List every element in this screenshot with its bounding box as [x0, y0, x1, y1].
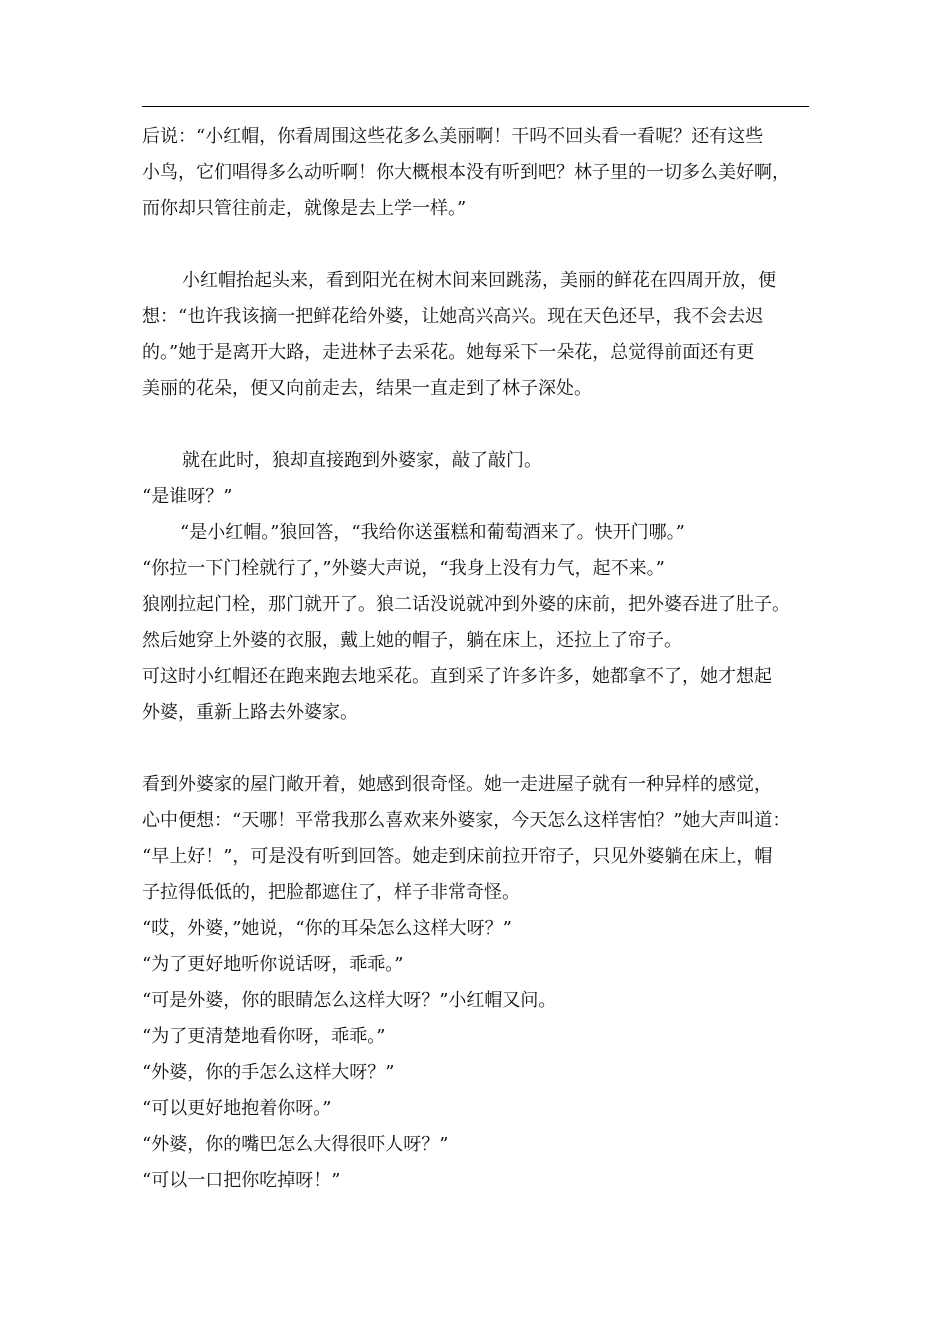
text-line: “是谁呀？” — [142, 486, 233, 507]
text-line: “外婆，你的嘴巴怎么大得很吓人呀？” — [142, 1134, 449, 1155]
text-line: 后说：“小红帽，你看周围这些花多么美丽啊！干吗不回头看一看呢？还有这些 — [142, 126, 764, 147]
text-line: 然后她穿上外婆的衣服，戴上她的帽子，躺在床上，还拉上了帘子。 — [142, 630, 682, 651]
text-line: “是小红帽。”狼回答，“我给你送蛋糕和葡萄酒来了。快开门哪。” — [180, 522, 685, 543]
text-line: 心中便想：“天哪！平常我那么喜欢来外婆家，今天怎么这样害怕？”她大声叫道： — [142, 810, 791, 831]
text-line: 美丽的花朵，便又向前走去，结果一直走到了林子深处。 — [142, 378, 592, 399]
text-line: “为了更好地听你说话呀，乖乖。” — [142, 954, 404, 975]
text-line: 看到外婆家的屋门敞开着，她感到很奇怪。她一走进屋子就有一种异样的感觉， — [142, 774, 772, 795]
text-line: 外婆，重新上路去外婆家。 — [142, 702, 358, 723]
text-line: 就在此时，狼却直接跑到外婆家，敲了敲门。 — [182, 450, 542, 471]
text-line: 狼刚拉起门栓，那门就开了。狼二话没说就冲到外婆的床前，把外婆吞进了肚子。 — [142, 594, 790, 615]
text-line: 小红帽抬起头来，看到阳光在树木间来回跳荡，美丽的鲜花在四周开放，便 — [182, 270, 776, 291]
text-line: “哎，外婆，”她说，“你的耳朵怎么这样大呀？” — [142, 918, 512, 939]
header-rule — [142, 106, 809, 107]
text-line: 想：“也许我该摘一把鲜花给外婆，让她高兴高兴。现在天色还早，我不会去迟 — [142, 306, 764, 327]
text-line: 而你却只管往前走，就像是去上学一样。” — [142, 198, 467, 219]
text-line: “可以一口把你吃掉呀！” — [142, 1170, 341, 1191]
text-line: “可是外婆，你的眼睛怎么这样大呀？”小红帽又问。 — [142, 990, 557, 1011]
text-line: 可这时小红帽还在跑来跑去地采花。直到采了许多许多，她都拿不了，她才想起 — [142, 666, 772, 687]
text-line: “外婆，你的手怎么这样大呀？” — [142, 1062, 395, 1083]
text-line: “可以更好地抱着你呀。” — [142, 1098, 332, 1119]
text-line: “早上好！”，可是没有听到回答。她走到床前拉开帘子，只见外婆躺在床上，帽 — [142, 846, 773, 867]
text-line: 的。”她于是离开大路，走进林子去采花。她每采下一朵花，总觉得前面还有更 — [142, 342, 755, 363]
text-line: “你拉一下门栓就行了，”外婆大声说，“我身上没有力气，起不来。” — [142, 558, 665, 579]
text-line: “为了更清楚地看你呀，乖乖。” — [142, 1026, 386, 1047]
text-line: 子拉得低低的，把脸都遮住了，样子非常奇怪。 — [142, 882, 520, 903]
text-line: 小鸟，它们唱得多么动听啊！你大概根本没有听到吧？林子里的一切多么美好啊， — [142, 162, 790, 183]
